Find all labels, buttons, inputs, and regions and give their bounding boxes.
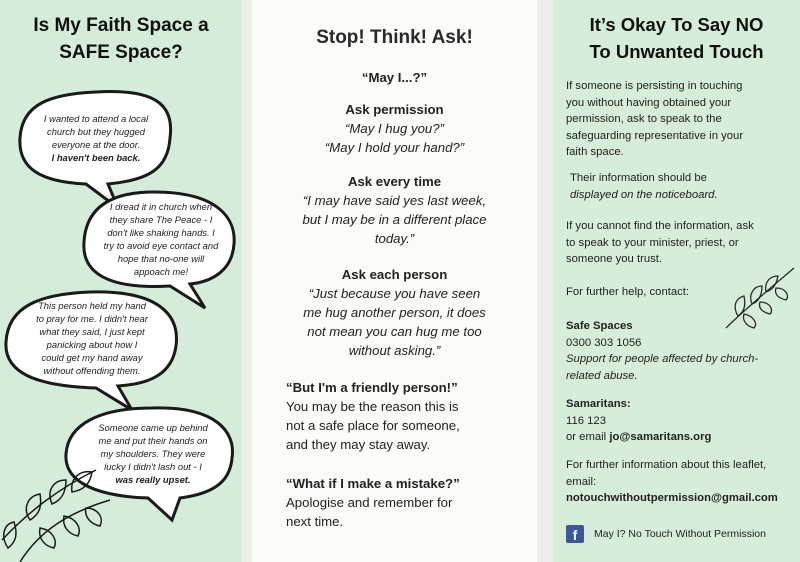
- contact-safe-spaces: Safe Spaces 0300 303 1056 Support for people affected by church- related abuse.: [566, 320, 759, 382]
- bubble-quote: This person held my hand to pray for me. I didn't hear what they said, I just kept panicking about how I could get my hand away without offending them.: [36, 300, 148, 376]
- further-help-label: For further help, contact:: [566, 286, 690, 298]
- may-i-heading: “May I...?”: [361, 70, 428, 85]
- section-ask-each-person: Ask each person “Just because you have seen me hug another person, it does not mean you can hug me too without asking.”: [303, 267, 486, 358]
- section-mistake: “What if I make a mistake?” Apologise and remember for next time.: [286, 476, 460, 529]
- samaritans-email-link[interactable]: jo@samaritans.org: [609, 431, 712, 443]
- paragraph-persisting-touch: If someone is persisting in touching you without having obtained your permission, ask to speak to the safeguarding representative in your faith space.: [566, 80, 744, 158]
- right-title: It’s Okay To Say NO To Unwanted Touch: [589, 14, 764, 62]
- fold-divider: [242, 0, 252, 562]
- paragraph-noticeboard: Their information should be displayed on the noticeboard.: [570, 172, 718, 201]
- paragraph-find-information: If you cannot find the information, ask to speak to your minister, priest, or someone you trust.: [566, 220, 754, 265]
- leaflet-email-link[interactable]: notouchwithoutpermission@gmail.com: [566, 492, 778, 504]
- fold-divider: [537, 0, 553, 562]
- bubble-quote: I dread it in church when they share The Peace - I don't like shaking hands. I try to avoid eye contact and hope that no-one will appoach me!: [103, 201, 219, 277]
- section-ask-permission: Ask permission “May I hug you?” “May I hold your hand?”: [324, 102, 465, 155]
- bubble-quote: Someone came up behind me and put their hands on my shoulders. They were lucky I didn't lash out - I was really upset.: [98, 422, 208, 485]
- section-ask-every-time: Ask every time “I may have said yes last week, but I may be in a different place today.”: [302, 174, 487, 246]
- contact-samaritans: Samaritans: 116 123 or email jo@samaritans.org: [566, 398, 712, 443]
- middle-title: Stop! Think! Ask!: [316, 27, 473, 48]
- bubble-quote: I wanted to attend a local church but they hugged everyone at the door. I haven't been back.: [43, 113, 149, 163]
- section-friendly-person: “But I'm a friendly person!” You may be the reason this is not a safe place for someone, and they may stay away.: [286, 380, 460, 452]
- facebook-icon[interactable]: f: [566, 525, 584, 543]
- facebook-page-label[interactable]: May I? No Touch Without Permission: [594, 528, 766, 540]
- leaflet-info: For further information about this leaflet, email: notouchwithoutpermission@gmail.com: [566, 457, 794, 507]
- left-title: Is My Faith Space a SAFE Space?: [33, 15, 209, 63]
